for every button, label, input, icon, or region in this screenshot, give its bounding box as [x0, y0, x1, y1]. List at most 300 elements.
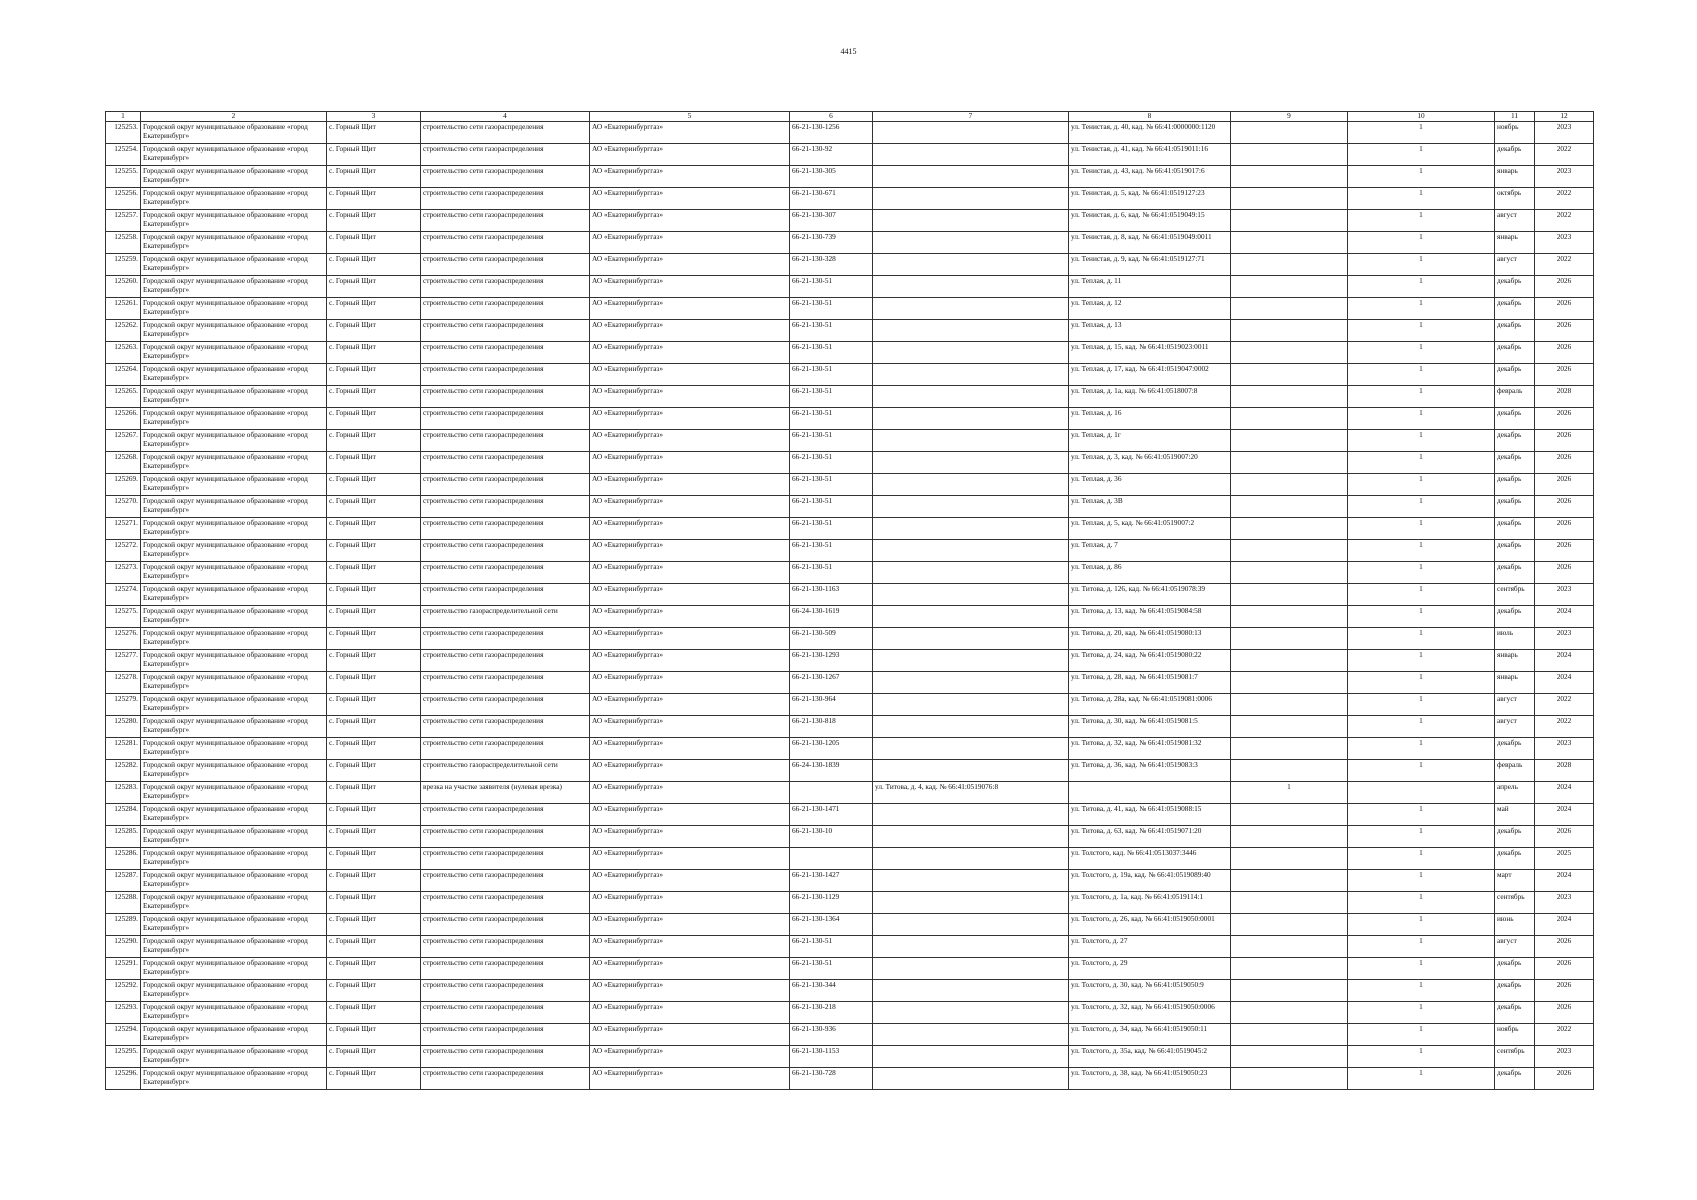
municipality-cell: Городской округ муниципальное образование «город Екатеринбург» — [141, 826, 327, 848]
address-cell: ул. Титова, д. 36, кад. № 66:41:0519083:3 — [1069, 760, 1231, 782]
count-col9-cell — [1231, 430, 1348, 452]
table-row — [106, 320, 1594, 342]
work-type-cell: строительство сети газораспределения — [421, 958, 590, 980]
company-cell: АО «Екатеринбурггаз» — [590, 342, 790, 364]
company-cell: АО «Екатеринбурггаз» — [590, 1068, 790, 1090]
company-cell: АО «Екатеринбурггаз» — [590, 804, 790, 826]
municipality-cell: Городской округ муниципальное образование «город Екатеринбург» — [141, 452, 327, 474]
code-cell: 66-21-130-1205 — [790, 738, 873, 760]
code-cell: 66-21-130-51 — [790, 342, 873, 364]
address-cell: ул. Тенистая, д. 5, кад. № 66:41:0519127:23 — [1069, 188, 1231, 210]
work-type-cell: строительство сети газораспределения — [421, 650, 590, 672]
code-cell: 66-21-130-1129 — [790, 892, 873, 914]
code-cell: 66-21-130-1153 — [790, 1046, 873, 1068]
company-cell: АО «Екатеринбурггаз» — [590, 188, 790, 210]
municipality-cell: Городской округ муниципальное образование «город Екатеринбург» — [141, 276, 327, 298]
month-cell: декабрь — [1495, 342, 1535, 364]
count-col9-cell — [1231, 364, 1348, 386]
row-number-cell: 125279. — [106, 694, 141, 716]
settlement-cell: с. Горный Щит — [327, 254, 421, 276]
work-type-cell: врезка на участке заявителя (нулевая врезка) — [421, 782, 590, 804]
table-row — [106, 738, 1594, 760]
column-header: 1 — [106, 112, 141, 122]
settlement-cell: с. Горный Щит — [327, 408, 421, 430]
month-cell: декабрь — [1495, 320, 1535, 342]
row-number-cell: 125262. — [106, 320, 141, 342]
table-row — [106, 958, 1594, 980]
work-type-cell: строительство сети газораспределения — [421, 826, 590, 848]
row-number-cell: 125260. — [106, 276, 141, 298]
page-number: 4415 — [840, 47, 857, 56]
municipality-cell: Городской округ муниципальное образование «город Екатеринбург» — [141, 760, 327, 782]
month-cell: декабрь — [1495, 496, 1535, 518]
month-cell: июль — [1495, 628, 1535, 650]
settlement-cell: с. Горный Щит — [327, 694, 421, 716]
address-cell — [1069, 782, 1231, 804]
year-cell: 2026 — [1535, 298, 1594, 320]
work-type-cell: строительство сети газораспределения — [421, 342, 590, 364]
work-type-cell: строительство сети газораспределения — [421, 210, 590, 232]
count-col10-cell: 1 — [1348, 694, 1495, 716]
code-cell: 66-21-130-818 — [790, 716, 873, 738]
code-cell: 66-21-130-51 — [790, 276, 873, 298]
address-cell: ул. Тенистая, д. 9, кад. № 66:41:0519127:71 — [1069, 254, 1231, 276]
count-col10-cell: 1 — [1348, 760, 1495, 782]
work-type-cell: строительство сети газораспределения — [421, 452, 590, 474]
month-cell: август — [1495, 694, 1535, 716]
year-cell: 2026 — [1535, 452, 1594, 474]
work-type-cell: строительство сети газораспределения — [421, 848, 590, 870]
column-number-row — [106, 112, 1594, 122]
address-col7-cell — [873, 210, 1069, 232]
month-cell: сентябрь — [1495, 1046, 1535, 1068]
address-col7-cell — [873, 848, 1069, 870]
address-cell: ул. Теплая, д. 17, кад. № 66:41:0519047:0002 — [1069, 364, 1231, 386]
count-col10-cell: 1 — [1348, 232, 1495, 254]
code-cell: 66-21-130-1427 — [790, 870, 873, 892]
company-cell: АО «Екатеринбурггаз» — [590, 606, 790, 628]
settlement-cell: с. Горный Щит — [327, 936, 421, 958]
address-cell: ул. Теплая, д. 36 — [1069, 474, 1231, 496]
year-cell: 2023 — [1535, 122, 1594, 144]
work-type-cell: строительство сети газораспределения — [421, 892, 590, 914]
year-cell: 2024 — [1535, 914, 1594, 936]
address-cell: ул. Теплая, д. 7 — [1069, 540, 1231, 562]
settlement-cell: с. Горный Щит — [327, 430, 421, 452]
work-type-cell: строительство сети газораспределения — [421, 298, 590, 320]
address-col7-cell — [873, 342, 1069, 364]
settlement-cell: с. Горный Щит — [327, 144, 421, 166]
municipality-cell: Городской округ муниципальное образование «город Екатеринбург» — [141, 584, 327, 606]
count-col9-cell — [1231, 958, 1348, 980]
municipality-cell: Городской округ муниципальное образование «город Екатеринбург» — [141, 518, 327, 540]
column-header: 7 — [873, 112, 1069, 122]
company-cell: АО «Екатеринбурггаз» — [590, 430, 790, 452]
row-number-cell: 125257. — [106, 210, 141, 232]
settlement-cell: с. Горный Щит — [327, 848, 421, 870]
address-col7-cell — [873, 364, 1069, 386]
company-cell: АО «Екатеринбурггаз» — [590, 232, 790, 254]
code-cell: 66-21-130-51 — [790, 320, 873, 342]
year-cell: 2026 — [1535, 364, 1594, 386]
count-col10-cell: 1 — [1348, 628, 1495, 650]
address-cell: ул. Теплая, д. 86 — [1069, 562, 1231, 584]
row-number-cell: 125256. — [106, 188, 141, 210]
address-cell: ул. Тенистая, д. 6, кад. № 66:41:0519049:15 — [1069, 210, 1231, 232]
year-cell: 2025 — [1535, 848, 1594, 870]
company-cell: АО «Екатеринбурггаз» — [590, 914, 790, 936]
settlement-cell: с. Горный Щит — [327, 496, 421, 518]
address-cell: ул. Толстого, д. 26, кад. № 66:41:0519050:0001 — [1069, 914, 1231, 936]
month-cell: ноябрь — [1495, 1024, 1535, 1046]
settlement-cell: с. Горный Щит — [327, 342, 421, 364]
month-cell: декабрь — [1495, 474, 1535, 496]
table-row — [106, 760, 1594, 782]
count-col10-cell: 1 — [1348, 254, 1495, 276]
row-number-cell: 125284. — [106, 804, 141, 826]
municipality-cell: Городской округ муниципальное образование «город Екатеринбург» — [141, 474, 327, 496]
count-col10-cell: 1 — [1348, 276, 1495, 298]
count-col10-cell: 1 — [1348, 650, 1495, 672]
year-cell: 2022 — [1535, 188, 1594, 210]
count-col9-cell — [1231, 848, 1348, 870]
work-type-cell: строительство сети газораспределения — [421, 188, 590, 210]
code-cell: 66-21-130-1364 — [790, 914, 873, 936]
month-cell: февраль — [1495, 760, 1535, 782]
count-col9-cell — [1231, 408, 1348, 430]
company-cell: АО «Екатеринбурггаз» — [590, 386, 790, 408]
table-row — [106, 210, 1594, 232]
work-type-cell: строительство сети газораспределения — [421, 122, 590, 144]
municipality-cell: Городской округ муниципальное образование «город Екатеринбург» — [141, 936, 327, 958]
municipality-cell: Городской округ муниципальное образование «город Екатеринбург» — [141, 540, 327, 562]
code-cell: 66-21-130-1471 — [790, 804, 873, 826]
year-cell: 2026 — [1535, 1002, 1594, 1024]
count-col10-cell — [1348, 782, 1495, 804]
address-cell: ул. Толстого, д. 19а, кад. № 66:41:0519089:40 — [1069, 870, 1231, 892]
address-col7-cell — [873, 408, 1069, 430]
year-cell: 2028 — [1535, 760, 1594, 782]
row-number-cell: 125286. — [106, 848, 141, 870]
work-type-cell: строительство газораспределительной сети — [421, 606, 590, 628]
settlement-cell: с. Горный Щит — [327, 474, 421, 496]
table-row — [106, 430, 1594, 452]
company-cell: АО «Екатеринбурггаз» — [590, 320, 790, 342]
count-col9-cell — [1231, 518, 1348, 540]
year-cell: 2022 — [1535, 1024, 1594, 1046]
gasification-table — [105, 111, 1594, 1090]
company-cell: АО «Екатеринбурггаз» — [590, 144, 790, 166]
code-cell: 66-24-130-1839 — [790, 760, 873, 782]
month-cell: февраль — [1495, 386, 1535, 408]
year-cell: 2026 — [1535, 474, 1594, 496]
count-col9-cell — [1231, 628, 1348, 650]
company-cell: АО «Екатеринбурггаз» — [590, 672, 790, 694]
count-col10-cell: 1 — [1348, 870, 1495, 892]
address-col7-cell — [873, 716, 1069, 738]
count-col10-cell: 1 — [1348, 1024, 1495, 1046]
count-col10-cell: 1 — [1348, 1002, 1495, 1024]
table-row — [106, 716, 1594, 738]
month-cell: август — [1495, 716, 1535, 738]
municipality-cell: Городской округ муниципальное образование «город Екатеринбург» — [141, 628, 327, 650]
settlement-cell: с. Горный Щит — [327, 584, 421, 606]
address-cell: ул. Титова, д. 30, кад. № 66:41:0519081:5 — [1069, 716, 1231, 738]
address-col7-cell — [873, 254, 1069, 276]
year-cell: 2024 — [1535, 650, 1594, 672]
year-cell: 2022 — [1535, 254, 1594, 276]
address-cell: ул. Толстого, д. 32, кад. № 66:41:0519050:0006 — [1069, 1002, 1231, 1024]
address-cell: ул. Теплая, д. 11 — [1069, 276, 1231, 298]
column-header: 8 — [1069, 112, 1231, 122]
work-type-cell: строительство сети газораспределения — [421, 276, 590, 298]
code-cell: 66-21-130-51 — [790, 386, 873, 408]
address-col7-cell — [873, 320, 1069, 342]
row-number-cell: 125296. — [106, 1068, 141, 1090]
settlement-cell: с. Горный Щит — [327, 1024, 421, 1046]
settlement-cell: с. Горный Щит — [327, 276, 421, 298]
company-cell: АО «Екатеринбурггаз» — [590, 1046, 790, 1068]
code-cell: 66-21-130-51 — [790, 364, 873, 386]
month-cell: декабрь — [1495, 980, 1535, 1002]
settlement-cell: с. Горный Щит — [327, 958, 421, 980]
address-col7-cell — [873, 650, 1069, 672]
address-cell: ул. Толстого, д. 34, кад. № 66:41:0519050:11 — [1069, 1024, 1231, 1046]
month-cell: декабрь — [1495, 738, 1535, 760]
year-cell: 2023 — [1535, 1046, 1594, 1068]
count-col10-cell: 1 — [1348, 892, 1495, 914]
address-cell: ул. Тенистая, д. 8, кад. № 66:41:0519049:0011 — [1069, 232, 1231, 254]
table-row — [106, 342, 1594, 364]
settlement-cell: с. Горный Щит — [327, 782, 421, 804]
table-row — [106, 650, 1594, 672]
row-number-cell: 125264. — [106, 364, 141, 386]
municipality-cell: Городской округ муниципальное образование «город Екатеринбург» — [141, 408, 327, 430]
year-cell: 2024 — [1535, 804, 1594, 826]
work-type-cell: строительство сети газораспределения — [421, 1046, 590, 1068]
count-col9-cell — [1231, 804, 1348, 826]
code-cell: 66-21-130-92 — [790, 144, 873, 166]
month-cell: апрель — [1495, 782, 1535, 804]
month-cell: декабрь — [1495, 826, 1535, 848]
code-cell: 66-21-130-1256 — [790, 122, 873, 144]
address-col7-cell — [873, 540, 1069, 562]
table-row — [106, 892, 1594, 914]
month-cell: январь — [1495, 232, 1535, 254]
count-col10-cell: 1 — [1348, 166, 1495, 188]
year-cell: 2023 — [1535, 166, 1594, 188]
count-col10-cell: 1 — [1348, 342, 1495, 364]
year-cell: 2023 — [1535, 738, 1594, 760]
code-cell: 66-21-130-51 — [790, 452, 873, 474]
row-number-cell: 125293. — [106, 1002, 141, 1024]
count-col9-cell — [1231, 386, 1348, 408]
count-col10-cell: 1 — [1348, 298, 1495, 320]
address-cell: ул. Теплая, д. 3, кад. № 66:41:0519007:20 — [1069, 452, 1231, 474]
year-cell: 2024 — [1535, 606, 1594, 628]
table-row — [106, 474, 1594, 496]
row-number-cell: 125276. — [106, 628, 141, 650]
code-cell: 66-21-130-51 — [790, 958, 873, 980]
year-cell: 2024 — [1535, 672, 1594, 694]
table-row — [106, 672, 1594, 694]
work-type-cell: строительство сети газораспределения — [421, 166, 590, 188]
row-number-cell: 125272. — [106, 540, 141, 562]
row-number-cell: 125278. — [106, 672, 141, 694]
company-cell: АО «Екатеринбурггаз» — [590, 276, 790, 298]
address-col7-cell — [873, 166, 1069, 188]
work-type-cell: строительство сети газораспределения — [421, 738, 590, 760]
table-row — [106, 980, 1594, 1002]
settlement-cell: с. Горный Щит — [327, 1002, 421, 1024]
month-cell: сентябрь — [1495, 584, 1535, 606]
count-col10-cell: 1 — [1348, 210, 1495, 232]
address-col7-cell — [873, 980, 1069, 1002]
row-number-cell: 125271. — [106, 518, 141, 540]
column-header: 11 — [1495, 112, 1535, 122]
address-cell: ул. Толстого, д. 29 — [1069, 958, 1231, 980]
municipality-cell: Городской округ муниципальное образование «город Екатеринбург» — [141, 958, 327, 980]
address-cell: ул. Титова, д. 24, кад. № 66:41:0519080:22 — [1069, 650, 1231, 672]
work-type-cell: строительство сети газораспределения — [421, 1068, 590, 1090]
table-row — [106, 914, 1594, 936]
settlement-cell: с. Горный Щит — [327, 870, 421, 892]
company-cell: АО «Екатеринбурггаз» — [590, 870, 790, 892]
row-number-cell: 125258. — [106, 232, 141, 254]
code-cell: 66-21-130-51 — [790, 298, 873, 320]
row-number-cell: 125266. — [106, 408, 141, 430]
municipality-cell: Городской округ муниципальное образование «город Екатеринбург» — [141, 144, 327, 166]
count-col10-cell: 1 — [1348, 672, 1495, 694]
settlement-cell: с. Горный Щит — [327, 1046, 421, 1068]
settlement-cell: с. Горный Щит — [327, 826, 421, 848]
address-col7-cell — [873, 584, 1069, 606]
month-cell: декабрь — [1495, 1002, 1535, 1024]
count-col9-cell — [1231, 452, 1348, 474]
address-cell: ул. Теплая, д. 12 — [1069, 298, 1231, 320]
table-row — [106, 166, 1594, 188]
settlement-cell: с. Горный Щит — [327, 166, 421, 188]
address-cell: ул. Титова, д. 13, кад. № 66:41:0519084:58 — [1069, 606, 1231, 628]
municipality-cell: Городской округ муниципальное образование «город Екатеринбург» — [141, 672, 327, 694]
month-cell: июнь — [1495, 914, 1535, 936]
table-row — [106, 826, 1594, 848]
count-col9-cell — [1231, 826, 1348, 848]
municipality-cell: Городской округ муниципальное образование «город Екатеринбург» — [141, 606, 327, 628]
address-col7-cell — [873, 232, 1069, 254]
code-cell: 66-21-130-10 — [790, 826, 873, 848]
municipality-cell: Городской округ муниципальное образование «город Екатеринбург» — [141, 1024, 327, 1046]
address-col7-cell — [873, 738, 1069, 760]
code-cell: 66-21-130-51 — [790, 474, 873, 496]
work-type-cell: строительство сети газораспределения — [421, 914, 590, 936]
table-row — [106, 804, 1594, 826]
address-col7-cell — [873, 562, 1069, 584]
municipality-cell: Городской округ муниципальное образование «город Екатеринбург» — [141, 738, 327, 760]
month-cell: декабрь — [1495, 540, 1535, 562]
company-cell: АО «Екатеринбурггаз» — [590, 738, 790, 760]
row-number-cell: 125290. — [106, 936, 141, 958]
row-number-cell: 125254. — [106, 144, 141, 166]
table-row — [106, 188, 1594, 210]
count-col10-cell: 1 — [1348, 122, 1495, 144]
year-cell: 2023 — [1535, 892, 1594, 914]
work-type-cell: строительство сети газораспределения — [421, 518, 590, 540]
company-cell: АО «Екатеринбурггаз» — [590, 848, 790, 870]
row-number-cell: 125274. — [106, 584, 141, 606]
year-cell: 2022 — [1535, 716, 1594, 738]
year-cell: 2022 — [1535, 210, 1594, 232]
count-col9-cell — [1231, 1002, 1348, 1024]
code-cell: 66-21-130-51 — [790, 430, 873, 452]
address-col7-cell — [873, 276, 1069, 298]
address-cell: ул. Теплая, д. 5, кад. № 66:41:0519007:2 — [1069, 518, 1231, 540]
settlement-cell: с. Горный Щит — [327, 650, 421, 672]
address-col7-cell — [873, 1024, 1069, 1046]
address-col7-cell — [873, 936, 1069, 958]
count-col10-cell: 1 — [1348, 1046, 1495, 1068]
address-col7-cell — [873, 122, 1069, 144]
company-cell: АО «Екатеринбурггаз» — [590, 716, 790, 738]
table-row — [106, 276, 1594, 298]
company-cell: АО «Екатеринбурггаз» — [590, 496, 790, 518]
month-cell: декабрь — [1495, 1068, 1535, 1090]
work-type-cell: строительство сети газораспределения — [421, 628, 590, 650]
year-cell: 2026 — [1535, 540, 1594, 562]
row-number-cell: 125273. — [106, 562, 141, 584]
municipality-cell: Городской округ муниципальное образование «город Екатеринбург» — [141, 870, 327, 892]
address-cell: ул. Теплая, д. 3В — [1069, 496, 1231, 518]
count-col9-cell — [1231, 210, 1348, 232]
count-col9-cell — [1231, 254, 1348, 276]
address-cell: ул. Толстого, д. 38, кад. № 66:41:0519050:23 — [1069, 1068, 1231, 1090]
municipality-cell: Городской округ муниципальное образование «город Екатеринбург» — [141, 650, 327, 672]
month-cell: август — [1495, 210, 1535, 232]
municipality-cell: Городской округ муниципальное образование «город Екатеринбург» — [141, 166, 327, 188]
count-col9-cell — [1231, 914, 1348, 936]
count-col10-cell: 1 — [1348, 496, 1495, 518]
column-header: 12 — [1535, 112, 1594, 122]
settlement-cell: с. Горный Щит — [327, 452, 421, 474]
month-cell: декабрь — [1495, 430, 1535, 452]
count-col10-cell: 1 — [1348, 584, 1495, 606]
settlement-cell: с. Горный Щит — [327, 364, 421, 386]
row-number-cell: 125259. — [106, 254, 141, 276]
work-type-cell: строительство сети газораспределения — [421, 254, 590, 276]
address-col7-cell — [873, 144, 1069, 166]
table-row — [106, 122, 1594, 144]
month-cell: октябрь — [1495, 188, 1535, 210]
municipality-cell: Городской округ муниципальное образование «город Екатеринбург» — [141, 430, 327, 452]
count-col9-cell — [1231, 694, 1348, 716]
municipality-cell: Городской округ муниципальное образование «город Екатеринбург» — [141, 694, 327, 716]
code-cell: 66-21-130-328 — [790, 254, 873, 276]
company-cell: АО «Екатеринбурггаз» — [590, 760, 790, 782]
count-col9-cell — [1231, 474, 1348, 496]
year-cell: 2026 — [1535, 276, 1594, 298]
row-number-cell: 125277. — [106, 650, 141, 672]
row-number-cell: 125289. — [106, 914, 141, 936]
month-cell: январь — [1495, 166, 1535, 188]
month-cell: декабрь — [1495, 298, 1535, 320]
count-col9-cell — [1231, 144, 1348, 166]
company-cell: АО «Екатеринбурггаз» — [590, 650, 790, 672]
row-number-cell: 125270. — [106, 496, 141, 518]
address-col7-cell — [873, 628, 1069, 650]
row-number-cell: 125253. — [106, 122, 141, 144]
municipality-cell: Городской округ муниципальное образование «город Екатеринбург» — [141, 320, 327, 342]
table-row — [106, 254, 1594, 276]
